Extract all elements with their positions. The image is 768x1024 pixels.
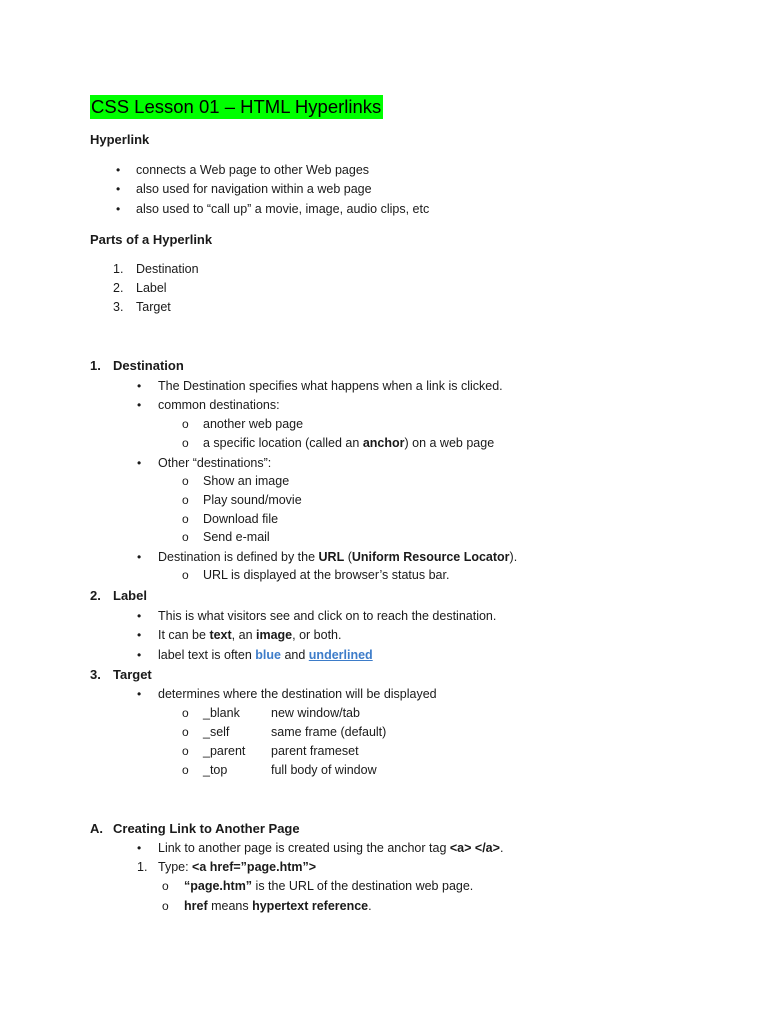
section-number: 1.	[90, 358, 101, 373]
list-item: also used for navigation within a web page	[136, 182, 372, 196]
step-item: Type: <a href=”page.htm”>	[158, 860, 317, 874]
list-item: This is what visitors see and click on to reach the destination.	[158, 609, 497, 623]
list-number: 3.	[113, 300, 124, 314]
list-item: determines where the destination will be displayed	[158, 687, 437, 701]
list-item: Destination is defined by the URL (Uniform Resource Locator).	[158, 550, 518, 564]
list-item: The Destination specifies what happens when a link is clicked.	[158, 379, 503, 393]
sub-list-item: Send e-mail	[203, 530, 270, 544]
destination-heading: Destination	[113, 358, 184, 373]
sub-bullet: o	[182, 706, 189, 720]
bullet: •	[137, 398, 142, 412]
section-number: 3.	[90, 667, 101, 682]
target-heading: Target	[113, 667, 152, 682]
bullet: •	[116, 163, 121, 177]
section-a-heading: Creating Link to Another Page	[113, 821, 300, 836]
list-item: Label	[136, 281, 167, 295]
target-description: parent frameset	[271, 744, 359, 758]
underlined-text-sample: underlined	[308, 648, 373, 662]
parts-heading: Parts of a Hyperlink	[90, 232, 213, 247]
bullet: •	[116, 202, 121, 216]
sub-list-item: Play sound/movie	[203, 493, 302, 507]
list-item: Target	[136, 300, 171, 314]
bullet: •	[137, 841, 142, 855]
sub-list-item: “page.htm” is the URL of the destination web page.	[184, 879, 474, 893]
bullet: •	[116, 182, 121, 196]
list-item: Other “destinations”:	[158, 456, 272, 470]
section-number: 2.	[90, 588, 101, 603]
sub-bullet: o	[182, 568, 189, 582]
blue-text-sample: blue	[255, 648, 281, 662]
list-item: Destination	[136, 262, 199, 276]
list-number: 2.	[113, 281, 124, 295]
sub-bullet: o	[162, 899, 169, 913]
bullet: •	[137, 628, 142, 642]
sub-bullet: o	[182, 744, 189, 758]
target-name: _top	[203, 763, 228, 777]
sub-bullet: o	[182, 763, 189, 777]
page-title: CSS Lesson 01 – HTML Hyperlinks	[91, 96, 382, 117]
list-number: 1.	[113, 262, 124, 276]
sub-bullet: o	[182, 530, 189, 544]
sub-list-item: a specific location (called an anchor) on a web page	[203, 436, 495, 450]
list-item: Link to another page is created using the anchor tag <a> </a>.	[158, 841, 504, 855]
hyperlink-heading: Hyperlink	[90, 132, 150, 147]
list-item: also used to “call up” a movie, image, audio clips, etc	[136, 202, 430, 216]
sub-bullet: o	[182, 512, 189, 526]
list-item: It can be text, an image, or both.	[158, 628, 342, 642]
target-description: same frame (default)	[271, 725, 387, 739]
sub-bullet: o	[182, 474, 189, 488]
section-letter: A.	[90, 821, 103, 836]
list-item: connects a Web page to other Web pages	[136, 163, 370, 177]
sub-bullet: o	[182, 493, 189, 507]
target-description: new window/tab	[271, 706, 360, 720]
list-item: label text is often blue and underlined	[158, 648, 373, 662]
sub-list-item: Show an image	[203, 474, 290, 488]
sub-list-item: href means hypertext reference.	[184, 899, 372, 913]
bullet: •	[137, 550, 142, 564]
target-name: _self	[203, 725, 230, 739]
sub-list-item: Download file	[203, 512, 279, 526]
bullet: •	[137, 609, 142, 623]
sub-list-item: another web page	[203, 417, 304, 431]
sub-bullet: o	[182, 436, 189, 450]
bullet: •	[137, 379, 142, 393]
bullet: •	[137, 687, 142, 701]
bullet: •	[137, 456, 142, 470]
target-description: full body of window	[271, 763, 377, 777]
target-name: _parent	[203, 744, 246, 758]
target-name: _blank	[203, 706, 240, 720]
label-heading: Label	[113, 588, 147, 603]
bullet: •	[137, 648, 142, 662]
list-item: common destinations:	[158, 398, 280, 412]
sub-bullet: o	[182, 417, 189, 431]
sub-list-item: URL is displayed at the browser’s status bar.	[203, 568, 450, 582]
sub-bullet: o	[162, 879, 169, 893]
sub-bullet: o	[182, 725, 189, 739]
list-number: 1.	[137, 860, 148, 874]
